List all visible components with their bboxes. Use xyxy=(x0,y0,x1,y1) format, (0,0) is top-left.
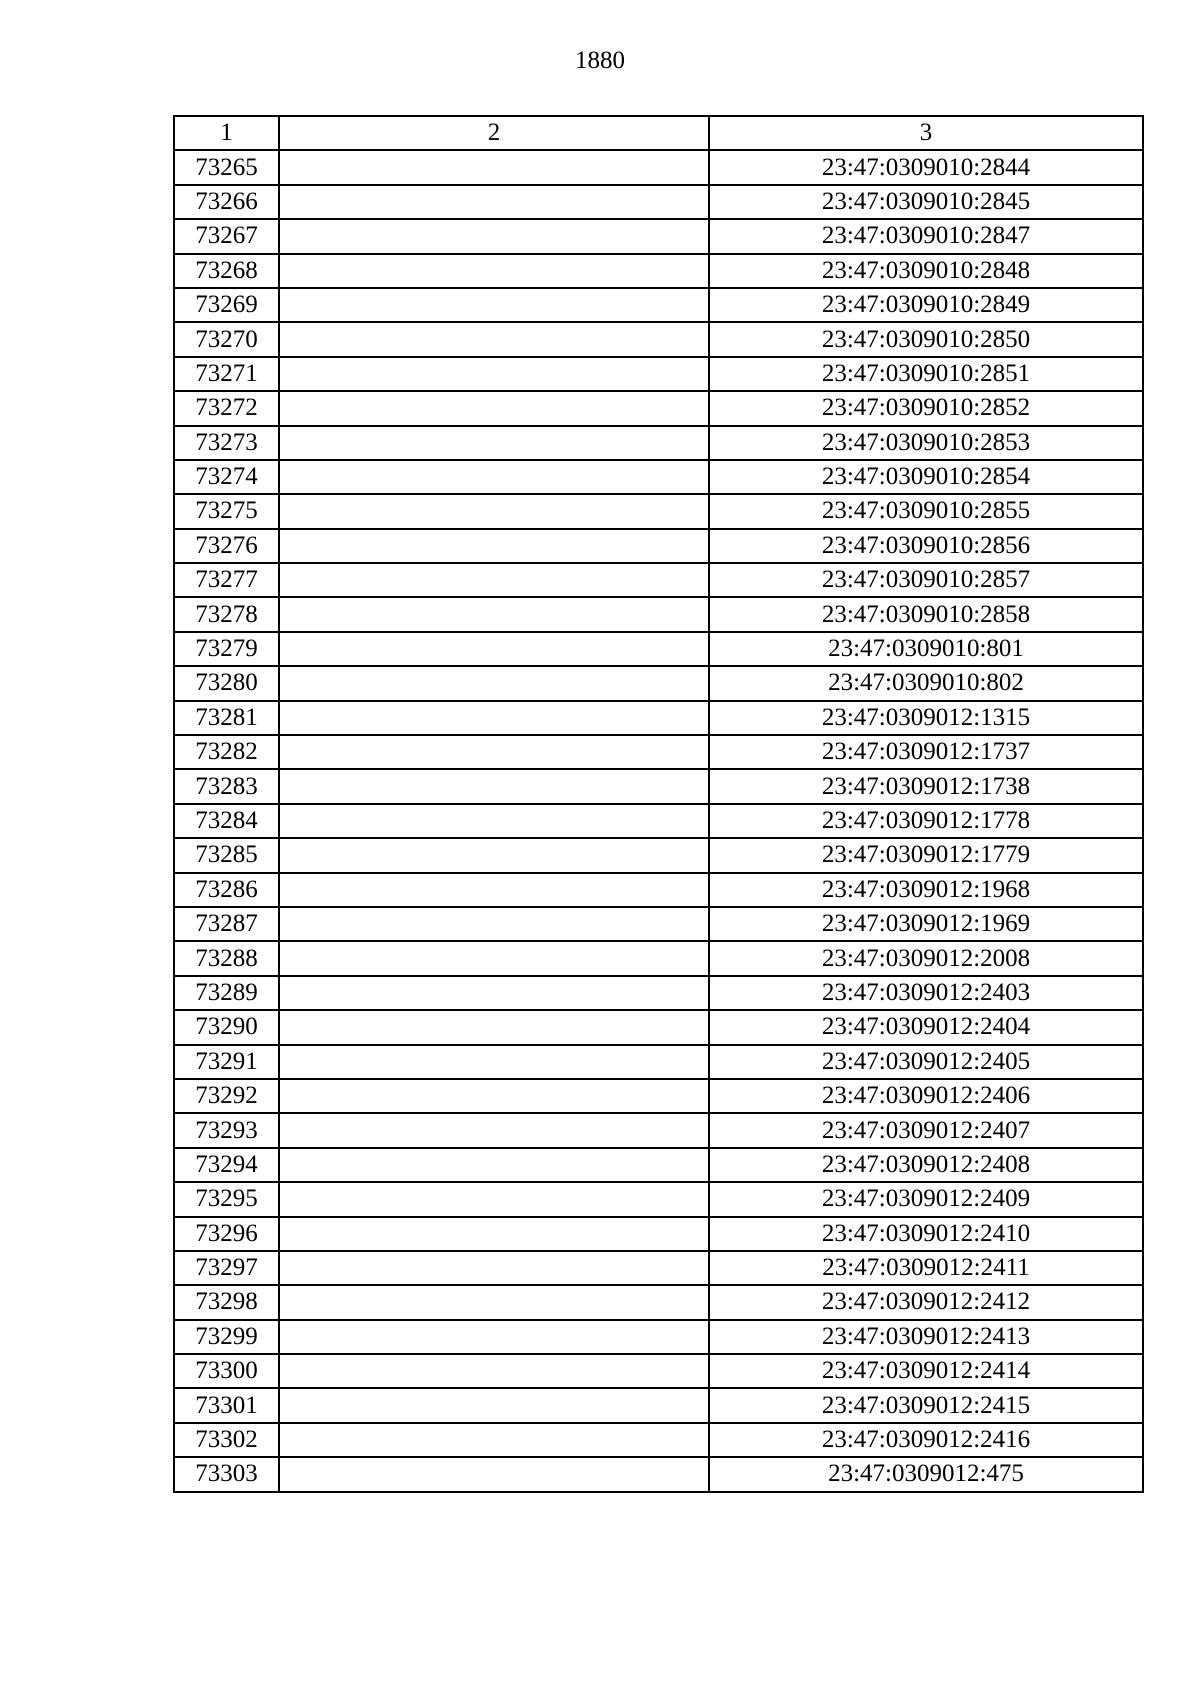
cadastral-number-cell: 23:47:0309010:2847 xyxy=(709,219,1143,253)
cadastral-number-cell: 23:47:0309012:2008 xyxy=(709,941,1143,975)
table-row xyxy=(174,1113,1143,1147)
table-row xyxy=(174,254,1143,288)
row-number-cell: 73289 xyxy=(174,976,279,1010)
cadastral-number-cell: 23:47:0309010:2858 xyxy=(709,597,1143,631)
table-row xyxy=(174,1457,1143,1491)
description-cell xyxy=(279,597,709,631)
description-cell xyxy=(279,1457,709,1491)
row-number-cell: 73271 xyxy=(174,357,279,391)
description-cell xyxy=(279,563,709,597)
description-cell xyxy=(279,735,709,769)
cadastral-number-cell: 23:47:0309012:2414 xyxy=(709,1354,1143,1388)
cadastral-number-cell: 23:47:0309010:2855 xyxy=(709,494,1143,528)
cadastral-number-cell: 23:47:0309010:2852 xyxy=(709,391,1143,425)
description-cell xyxy=(279,1045,709,1079)
row-number-cell: 73303 xyxy=(174,1457,279,1491)
cadastral-number-cell: 23:47:0309012:2413 xyxy=(709,1320,1143,1354)
cadastral-number-cell: 23:47:0309012:2403 xyxy=(709,976,1143,1010)
column-header-3: 3 xyxy=(709,116,1143,150)
table-row xyxy=(174,357,1143,391)
description-cell xyxy=(279,529,709,563)
cadastral-number-cell: 23:47:0309010:802 xyxy=(709,666,1143,700)
row-number-cell: 73270 xyxy=(174,322,279,356)
registry-table xyxy=(173,115,1144,1493)
table-row xyxy=(174,1182,1143,1216)
row-number-cell: 73300 xyxy=(174,1354,279,1388)
table-row xyxy=(174,1320,1143,1354)
header-row xyxy=(174,116,1143,150)
table-row xyxy=(174,460,1143,494)
table-row xyxy=(174,219,1143,253)
description-cell xyxy=(279,1182,709,1216)
row-number-cell: 73277 xyxy=(174,563,279,597)
cadastral-number-cell: 23:47:0309012:2408 xyxy=(709,1148,1143,1182)
cadastral-number-cell: 23:47:0309012:2404 xyxy=(709,1010,1143,1044)
cadastral-number-cell: 23:47:0309012:2411 xyxy=(709,1251,1143,1285)
description-cell xyxy=(279,873,709,907)
description-cell xyxy=(279,1320,709,1354)
row-number-cell: 73283 xyxy=(174,769,279,803)
cadastral-number-cell: 23:47:0309012:2407 xyxy=(709,1113,1143,1147)
row-number-cell: 73286 xyxy=(174,873,279,907)
table-row xyxy=(174,288,1143,322)
table-row xyxy=(174,838,1143,872)
cadastral-number-cell: 23:47:0309010:2851 xyxy=(709,357,1143,391)
description-cell xyxy=(279,976,709,1010)
row-number-cell: 73294 xyxy=(174,1148,279,1182)
description-cell xyxy=(279,666,709,700)
row-number-cell: 73290 xyxy=(174,1010,279,1044)
table-row xyxy=(174,150,1143,184)
description-cell xyxy=(279,391,709,425)
cadastral-number-cell: 23:47:0309012:1737 xyxy=(709,735,1143,769)
cadastral-number-cell: 23:47:0309012:2412 xyxy=(709,1285,1143,1319)
row-number-cell: 73301 xyxy=(174,1388,279,1422)
row-number-cell: 73279 xyxy=(174,632,279,666)
table-row xyxy=(174,1010,1143,1044)
table-row xyxy=(174,1423,1143,1457)
row-number-cell: 73273 xyxy=(174,426,279,460)
cadastral-number-cell: 23:47:0309010:2856 xyxy=(709,529,1143,563)
table-row xyxy=(174,666,1143,700)
cadastral-number-cell: 23:47:0309012:2405 xyxy=(709,1045,1143,1079)
row-number-cell: 73282 xyxy=(174,735,279,769)
cadastral-number-cell: 23:47:0309012:475 xyxy=(709,1457,1143,1491)
description-cell xyxy=(279,185,709,219)
description-cell xyxy=(279,1010,709,1044)
table-row xyxy=(174,701,1143,735)
column-header-2: 2 xyxy=(279,116,709,150)
description-cell xyxy=(279,1217,709,1251)
row-number-cell: 73295 xyxy=(174,1182,279,1216)
row-number-cell: 73299 xyxy=(174,1320,279,1354)
description-cell xyxy=(279,1079,709,1113)
table-row xyxy=(174,941,1143,975)
row-number-cell: 73272 xyxy=(174,391,279,425)
table-row xyxy=(174,907,1143,941)
row-number-cell: 73287 xyxy=(174,907,279,941)
table-body xyxy=(174,150,1143,1491)
description-cell xyxy=(279,1251,709,1285)
description-cell xyxy=(279,494,709,528)
table-row xyxy=(174,873,1143,907)
description-cell xyxy=(279,322,709,356)
row-number-cell: 73275 xyxy=(174,494,279,528)
row-number-cell: 73280 xyxy=(174,666,279,700)
cadastral-number-cell: 23:47:0309012:1738 xyxy=(709,769,1143,803)
table-row xyxy=(174,563,1143,597)
table-row xyxy=(174,735,1143,769)
description-cell xyxy=(279,1113,709,1147)
table-header xyxy=(174,116,1143,150)
description-cell xyxy=(279,1388,709,1422)
cadastral-number-cell: 23:47:0309012:2406 xyxy=(709,1079,1143,1113)
table-row xyxy=(174,1217,1143,1251)
table-row xyxy=(174,632,1143,666)
cadastral-number-cell: 23:47:0309012:1968 xyxy=(709,873,1143,907)
table-row xyxy=(174,391,1143,425)
table-row xyxy=(174,426,1143,460)
table-row xyxy=(174,804,1143,838)
description-cell xyxy=(279,219,709,253)
table-row xyxy=(174,1148,1143,1182)
page-number: 1880 xyxy=(575,47,625,74)
table-row xyxy=(174,1045,1143,1079)
cadastral-number-cell: 23:47:0309012:1778 xyxy=(709,804,1143,838)
description-cell xyxy=(279,804,709,838)
table-row xyxy=(174,1285,1143,1319)
table-row xyxy=(174,185,1143,219)
description-cell xyxy=(279,1354,709,1388)
table-row xyxy=(174,529,1143,563)
description-cell xyxy=(279,150,709,184)
description-cell xyxy=(279,907,709,941)
row-number-cell: 73276 xyxy=(174,529,279,563)
cadastral-number-cell: 23:47:0309012:2416 xyxy=(709,1423,1143,1457)
row-number-cell: 73302 xyxy=(174,1423,279,1457)
table-row xyxy=(174,597,1143,631)
row-number-cell: 73298 xyxy=(174,1285,279,1319)
description-cell xyxy=(279,1423,709,1457)
table-row xyxy=(174,769,1143,803)
table-row xyxy=(174,494,1143,528)
description-cell xyxy=(279,426,709,460)
cadastral-number-cell: 23:47:0309010:2857 xyxy=(709,563,1143,597)
cadastral-number-cell: 23:47:0309010:2853 xyxy=(709,426,1143,460)
row-number-cell: 73296 xyxy=(174,1217,279,1251)
description-cell xyxy=(279,460,709,494)
table-row xyxy=(174,1251,1143,1285)
row-number-cell: 73265 xyxy=(174,150,279,184)
cadastral-number-cell: 23:47:0309012:2409 xyxy=(709,1182,1143,1216)
row-number-cell: 73297 xyxy=(174,1251,279,1285)
cadastral-number-cell: 23:47:0309012:2410 xyxy=(709,1217,1143,1251)
description-cell xyxy=(279,769,709,803)
cadastral-number-cell: 23:47:0309010:2849 xyxy=(709,288,1143,322)
description-cell xyxy=(279,941,709,975)
row-number-cell: 73288 xyxy=(174,941,279,975)
row-number-cell: 73281 xyxy=(174,701,279,735)
cadastral-number-cell: 23:47:0309012:1969 xyxy=(709,907,1143,941)
table-row xyxy=(174,1079,1143,1113)
row-number-cell: 73278 xyxy=(174,597,279,631)
cadastral-number-cell: 23:47:0309012:1779 xyxy=(709,838,1143,872)
cadastral-number-cell: 23:47:0309010:2850 xyxy=(709,322,1143,356)
row-number-cell: 73266 xyxy=(174,185,279,219)
cadastral-number-cell: 23:47:0309010:2854 xyxy=(709,460,1143,494)
row-number-cell: 73284 xyxy=(174,804,279,838)
row-number-cell: 73274 xyxy=(174,460,279,494)
description-cell xyxy=(279,838,709,872)
row-number-cell: 73285 xyxy=(174,838,279,872)
cadastral-number-cell: 23:47:0309010:2848 xyxy=(709,254,1143,288)
row-number-cell: 73291 xyxy=(174,1045,279,1079)
description-cell xyxy=(279,288,709,322)
cadastral-number-cell: 23:47:0309010:2845 xyxy=(709,185,1143,219)
cadastral-number-cell: 23:47:0309012:2415 xyxy=(709,1388,1143,1422)
description-cell xyxy=(279,254,709,288)
table-row xyxy=(174,976,1143,1010)
description-cell xyxy=(279,701,709,735)
description-cell xyxy=(279,1285,709,1319)
table-row xyxy=(174,322,1143,356)
description-cell xyxy=(279,1148,709,1182)
row-number-cell: 73293 xyxy=(174,1113,279,1147)
cadastral-number-cell: 23:47:0309012:1315 xyxy=(709,701,1143,735)
table-row xyxy=(174,1388,1143,1422)
cadastral-number-cell: 23:47:0309010:801 xyxy=(709,632,1143,666)
row-number-cell: 73269 xyxy=(174,288,279,322)
row-number-cell: 73292 xyxy=(174,1079,279,1113)
row-number-cell: 73268 xyxy=(174,254,279,288)
description-cell xyxy=(279,357,709,391)
table-row xyxy=(174,1354,1143,1388)
row-number-cell: 73267 xyxy=(174,219,279,253)
column-header-1: 1 xyxy=(174,116,279,150)
description-cell xyxy=(279,632,709,666)
cadastral-number-cell: 23:47:0309010:2844 xyxy=(709,150,1143,184)
